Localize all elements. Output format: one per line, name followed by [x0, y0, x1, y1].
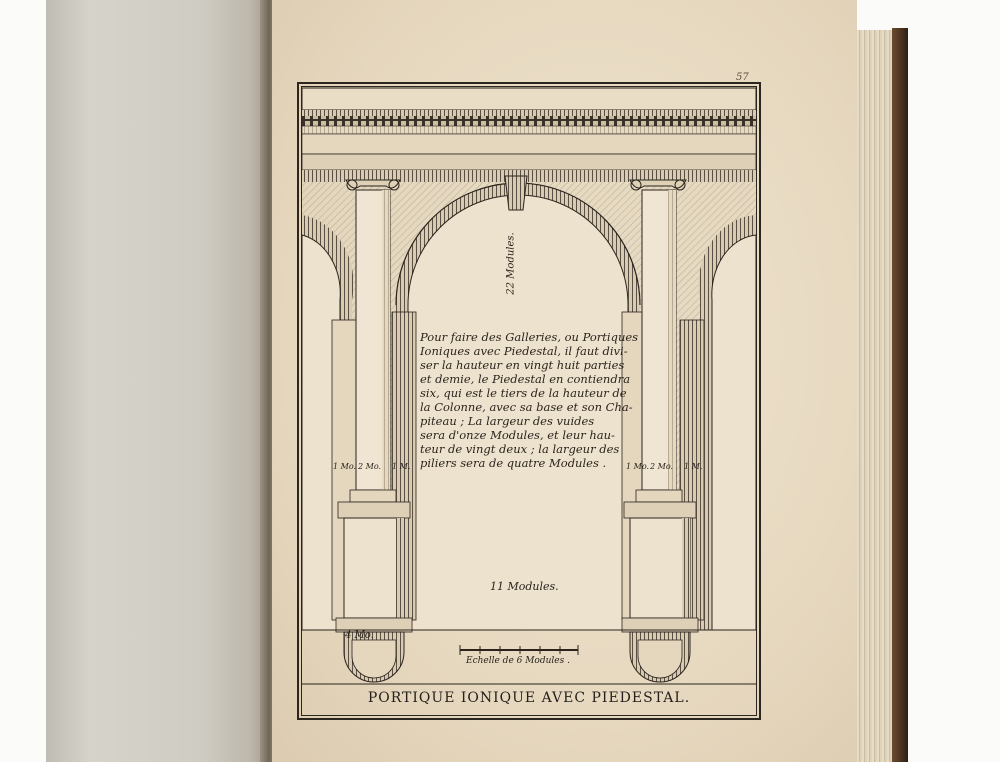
description-line: sera d'onze Modules, et leur hau-	[420, 428, 615, 442]
description-line: et demie, le Piedestal en contiendra	[420, 372, 631, 386]
column-label: 2 Mo.	[650, 462, 674, 471]
pier-width-label: 4 Mo.	[345, 630, 374, 641]
keystone	[505, 176, 527, 210]
description-line: six, qui est le tiers de la hauteur de	[420, 386, 627, 400]
description-line: piteau ; La largeur des vuides	[420, 414, 595, 428]
column-label: 2 Mo.	[358, 462, 382, 471]
description-line: piliers sera de quatre Modules .	[420, 456, 607, 470]
right-partial-arch	[699, 215, 756, 630]
column-label: 1 Mo.	[626, 462, 650, 471]
description-line: teur de vingt deux ; la largeur des	[420, 442, 620, 456]
description-line: la Colonne, avec sa base et son Cha-	[420, 400, 633, 414]
description-line: ser la hauteur en vingt huit parties	[420, 358, 625, 372]
description-line: Pour faire des Galleries, ou Portiques	[420, 330, 639, 344]
column-label: 1 M.	[684, 462, 703, 471]
description-line: Ioniques avec Piedestal, il faut divi-	[420, 344, 628, 358]
folio-number: 57	[736, 72, 749, 83]
height-dimension-label: 22 Modules.	[505, 232, 517, 295]
column-label: 1 M.	[392, 462, 411, 471]
scale-label: Echelle de 6 Modules .	[466, 656, 570, 666]
column-label: 1 Mo.	[333, 462, 357, 471]
plate-title: PORTIQUE IONIQUE AVEC PIEDESTAL.	[367, 690, 691, 706]
scale-bar	[460, 645, 578, 655]
entablature	[302, 88, 756, 182]
width-dimension-label: 11 Modules.	[490, 580, 559, 593]
